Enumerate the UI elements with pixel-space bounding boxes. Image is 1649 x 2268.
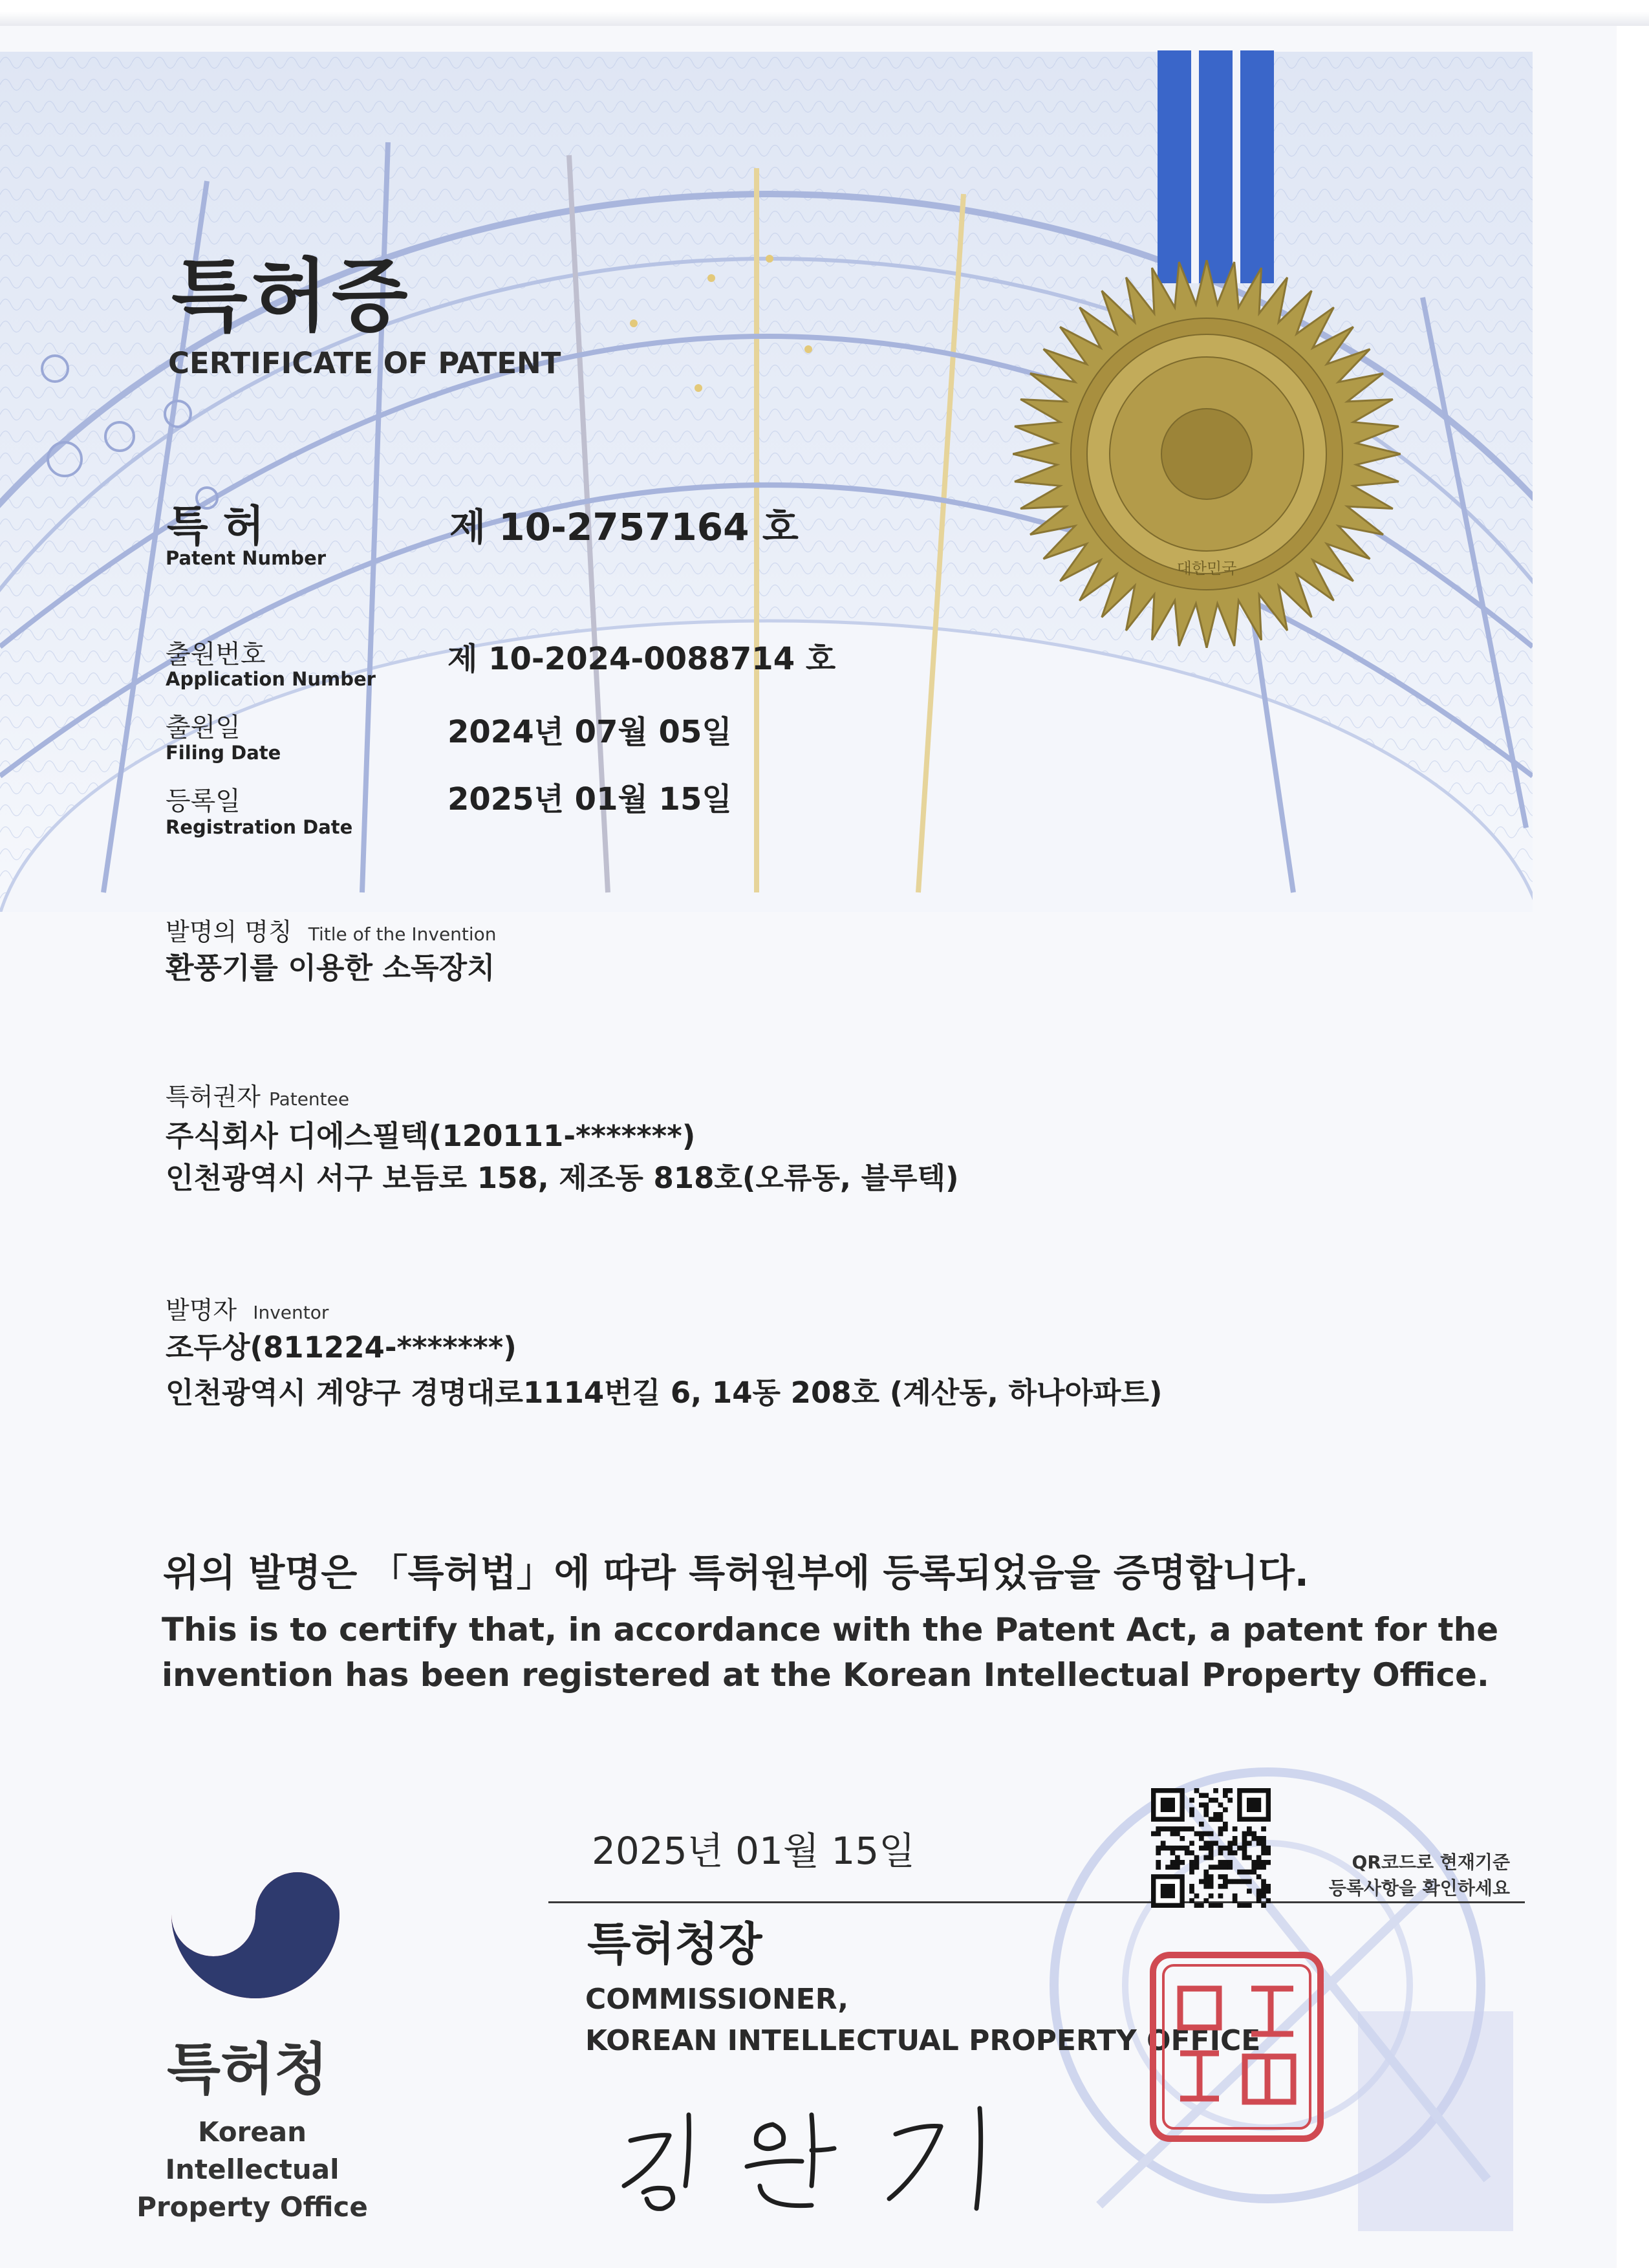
scan-edge xyxy=(0,12,1649,26)
application-number-label-kr: 출원번호 xyxy=(166,640,266,669)
kipo-name-en xyxy=(110,2113,394,2226)
inventor-name: 조두상(811224-*******) xyxy=(166,1330,517,1365)
handwritten-signature xyxy=(618,2089,1018,2218)
registration-date-label-kr: 등록일 xyxy=(166,786,241,816)
patent-number-value: 제 10-2757164 호 xyxy=(449,505,799,549)
medal-seal-text: 대한민국 xyxy=(1176,559,1237,578)
invention-label-en: Title of the Invention xyxy=(308,923,497,945)
official-seal xyxy=(1148,1950,1326,2144)
gold-medal-seal xyxy=(1013,260,1401,648)
qr-code[interactable] xyxy=(1151,1788,1271,1908)
qr-caption-line2: 등록사항을 확인하세요 xyxy=(1328,1877,1510,1899)
filing-date-label-kr: 출원일 xyxy=(166,713,241,742)
inventor-label-kr: 발명자 xyxy=(166,1296,237,1324)
patentee-label-en: Patentee xyxy=(268,1088,350,1110)
qr-caption-line1: QR코드로 현재기준 xyxy=(1352,1852,1510,1873)
patentee-address: 인천광역시 서구 보듬로 158, 제조동 818호(오류동, 블루텍) xyxy=(166,1161,959,1195)
patent-number-label-en: Patent Number xyxy=(166,547,327,569)
signature-rule xyxy=(548,1901,1525,1903)
inventor-label-en: Inventor xyxy=(253,1302,329,1323)
medal-ribbon xyxy=(1158,50,1274,283)
invention-label-kr: 발명의 명칭 xyxy=(166,918,292,946)
application-number-label-en: Application Number xyxy=(166,668,376,690)
patentee-name: 주식회사 디에스필텍(120111-*******) xyxy=(166,1119,696,1153)
issue-date: 2025년 01월 15일 xyxy=(592,1829,916,1873)
registration-date-label-en: Registration Date xyxy=(166,816,353,838)
commissioner-title-kr: 특허청장 xyxy=(587,1917,762,1971)
certification-statement-en-line2: invention has been registered at the Korean Intellectual Property Office. xyxy=(162,1656,1489,1694)
patentee-label xyxy=(166,1077,349,1112)
certificate-title-kr: 특허증 xyxy=(171,250,412,342)
certification-statement-kr: 위의 발명은 「특허법」에 따라 특허원부에 등록되었음을 증명합니다. xyxy=(163,1551,1309,1595)
invention-label xyxy=(166,912,497,947)
certification-statement-en-line1: This is to certify that, in accordance with the Patent Act, a patent for the xyxy=(162,1611,1499,1648)
inventor-address: 인천광역시 계양구 경명대로1114번길 6, 14동 208호 (계산동, 하나아파트) xyxy=(166,1376,1163,1410)
registration-date-value: 2025년 01월 15일 xyxy=(447,781,732,817)
inventor-label xyxy=(166,1290,329,1326)
application-number-value: 제 10-2024-0088714 호 xyxy=(447,641,836,677)
qr-caption xyxy=(1277,1850,1510,1901)
filing-date-label-en: Filing Date xyxy=(166,742,281,764)
filing-date-value: 2024년 07월 05일 xyxy=(447,714,732,750)
invention-title: 환풍기를 이용한 소독장치 xyxy=(166,951,495,985)
commissioner-title-en-line2: KOREAN INTELLECTUAL PROPERTY OFFICE xyxy=(585,2024,1261,2057)
kipo-name-kr: 특허청 xyxy=(167,2037,329,2102)
patentee-label-kr: 특허권자 xyxy=(166,1083,261,1111)
kipo-name-en-line1: Korean Intellectual xyxy=(165,2116,339,2185)
kipo-logo xyxy=(158,1817,352,2011)
certificate-title-en: CERTIFICATE OF PATENT xyxy=(168,346,561,380)
kipo-name-en-line2: Property Office xyxy=(136,2191,368,2223)
patent-number-label-kr: 특 허 xyxy=(167,501,264,551)
commissioner-title-en-line1: COMMISSIONER, xyxy=(585,1983,849,2016)
